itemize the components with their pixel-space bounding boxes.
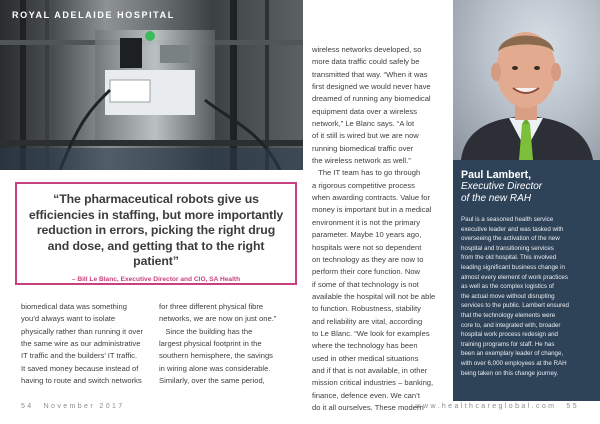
body-line: where the technology has been <box>312 341 418 351</box>
body-line: transmitted that way. “When it was <box>312 69 428 79</box>
body-line: the wireless network as well.” <box>312 156 411 166</box>
body-line: southern hemisphere, the savings <box>159 351 273 361</box>
body-line: if some of that technology is not <box>312 279 419 289</box>
footer-right <box>416 403 579 410</box>
issue-date: November 2017 <box>43 403 125 410</box>
robot-illustration <box>0 0 303 170</box>
website-url: www.healthcareglobal.com <box>415 403 557 410</box>
body-line: to Le Blanc. “We look for examples <box>312 328 430 338</box>
body-line: of it still is wired but we are now <box>312 131 419 141</box>
body-line: IT traffic and the builders’ IT traffic. <box>21 351 138 361</box>
profile-name: Paul Lambert, <box>461 169 532 181</box>
body-line: Since the building has the <box>159 326 253 336</box>
bio-line: with over 6,000 employees at the RAH <box>461 359 567 367</box>
bio-line: almost every element of work practices <box>461 273 568 281</box>
bio-line: the actual move without disrupting <box>461 292 555 300</box>
portrait-photo <box>453 0 600 160</box>
body-line: when awarding contracts. Value for <box>312 193 431 203</box>
bio-line: core to, and integrated with, broader <box>461 321 561 329</box>
page-number-right: 55 <box>566 403 579 410</box>
bio-line: training programs for staff. He has <box>461 340 555 348</box>
body-line: Similarly, over the same period, <box>159 376 265 386</box>
body-line: wireless networks developed, so <box>312 45 422 54</box>
bio-line: executive leader and was tasked with <box>461 225 564 233</box>
portrait-illustration <box>453 0 600 160</box>
bio-line: services to the public. Lambert ensured <box>461 302 569 310</box>
pull-quote <box>15 182 297 285</box>
body-line: finance, defence even. We can’t <box>312 390 420 400</box>
body-line: dreamed of running any biomedical <box>312 94 431 104</box>
body-line: for three different physical fibre <box>159 302 264 311</box>
body-column-middle <box>312 44 448 414</box>
profile-title-line-2: of the new RAH <box>461 193 532 204</box>
body-line: and if that is not available, in other <box>312 365 428 375</box>
body-line: perform their core function. Now <box>312 267 421 277</box>
profile-sidebar <box>453 160 600 401</box>
body-line: physically rather than running it over <box>21 326 143 336</box>
body-line: The IT team has to go through <box>312 168 421 178</box>
body-line: mission critical industries – banking, <box>312 378 434 388</box>
body-line: the same wire as our administrative <box>21 339 141 349</box>
body-line: biomedical data was something <box>21 302 127 311</box>
bio-line: leading significant business change in <box>461 263 565 271</box>
body-line: running biomedical traffic over <box>312 143 414 153</box>
bio-line: overseeing the activation of the new <box>461 235 560 243</box>
section-header: ROYAL ADELAIDE HOSPITAL <box>12 10 175 20</box>
body-line: having to route and switch networks <box>21 376 142 386</box>
profile-title-line-1: Executive Director <box>461 181 543 192</box>
body-column-left-1 <box>21 301 149 387</box>
bio-line: Paul is a seasoned health service <box>461 216 554 223</box>
bio-line: hospital and transitioning services <box>461 244 554 252</box>
body-line: first designed we would never have <box>312 82 431 92</box>
profile-bio <box>461 215 592 378</box>
body-line: money is important but in a medical <box>312 205 432 215</box>
body-line: It saved money because instead of <box>21 363 139 373</box>
bio-line: as well as the complex logistics of <box>461 283 554 291</box>
footer-left <box>21 403 125 410</box>
bio-line: been an exemplary leader of change, <box>461 350 564 358</box>
body-line: do it all ourselves. These modern <box>312 402 424 412</box>
body-line: and reliability are vital, according <box>312 316 423 326</box>
body-line: parameter. Maybe 10 years ago, <box>312 230 422 240</box>
body-line: used in other medical situations <box>312 353 419 363</box>
pull-quote-attribution: – Bill Le Blanc, Executive Director and CIO, SA Health <box>71 276 241 284</box>
body-line: environment it is not the primary <box>312 217 421 227</box>
pull-quote-text: “The pharmaceutical robots give us efficiencies in staffing, but more importantly reduction in errors, picking the right drug and dose, and getting that to the right patient” <box>28 192 284 269</box>
body-line: to function. Robustness, stability <box>312 304 421 314</box>
body-line: you’d always want to isolate <box>21 314 116 324</box>
body-column-left-2 <box>159 301 299 387</box>
page-number-left: 54 <box>21 403 34 410</box>
body-line: available the hospital will not be able <box>312 291 436 301</box>
body-line: network,” Le Blanc says. “A lot <box>312 119 415 129</box>
body-line: equipment data over a wireless <box>312 106 418 116</box>
body-line: a rigorous competitive process <box>312 180 415 190</box>
robot-photo <box>0 0 303 170</box>
body-line: largest physical footprint in the <box>159 339 262 349</box>
bio-line: hospital work process redesign and <box>461 331 558 339</box>
bio-line: being taken on this change journey. <box>461 369 559 377</box>
body-line: hospitals were not so dependent <box>312 242 422 252</box>
bio-line: that the technology elements were <box>461 311 556 319</box>
body-line: on technology as they are now to <box>312 254 424 264</box>
body-line: networks, we are now on just one.” <box>159 314 277 324</box>
body-line: more data traffic could safely be <box>312 57 420 67</box>
body-line: in wiring alone was considerable. <box>159 363 271 373</box>
bio-line: from the old hospital. This involved <box>461 254 557 262</box>
